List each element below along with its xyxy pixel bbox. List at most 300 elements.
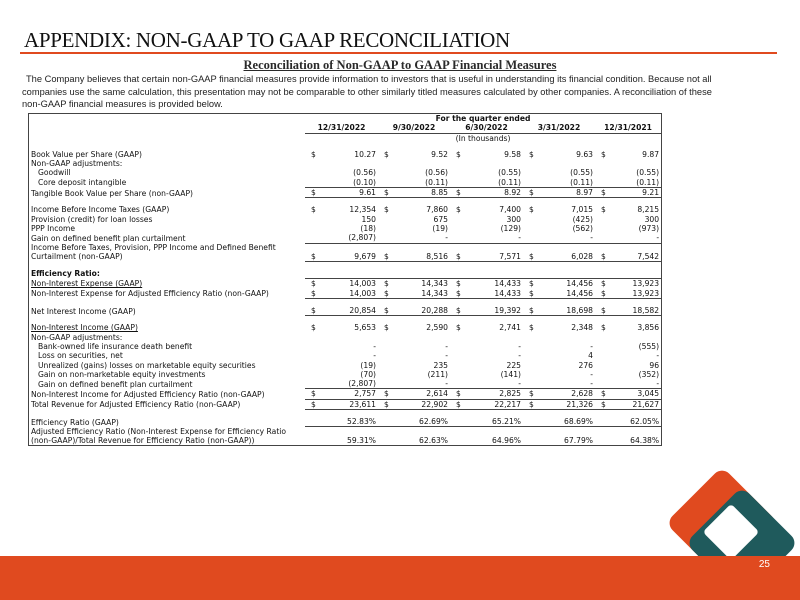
row-label-text: Non-GAAP adjustments: — [31, 332, 123, 342]
row-label — [29, 269, 661, 279]
currency-symbol — [523, 427, 533, 446]
table-cell-value: 8.85 — [388, 188, 450, 198]
currency-symbol: $ — [311, 323, 316, 333]
table-cell-value: 225 — [506, 360, 521, 370]
currency-symbol: $ — [523, 306, 533, 316]
currency-symbol: $ — [456, 323, 461, 333]
row-label — [29, 289, 305, 299]
table-cell-value: (70) — [360, 369, 376, 379]
currency-symbol: $ — [601, 149, 606, 159]
row-label-text: Loss on securities, net — [38, 351, 123, 361]
currency-symbol: $ — [529, 323, 534, 333]
table-cell-value: 300 — [506, 214, 521, 224]
table-cell-value: - — [590, 369, 593, 379]
currency-symbol: $ — [305, 279, 315, 289]
row-label — [29, 389, 305, 399]
table-cell-value: (19) — [360, 360, 376, 370]
table-cell-value: 14,433 — [460, 289, 523, 299]
row-label — [29, 215, 305, 224]
currency-symbol: $ — [378, 279, 388, 289]
table-cell-value: 20,854 — [315, 306, 378, 316]
currency-symbol — [523, 417, 533, 427]
table-row-dates — [29, 123, 661, 133]
currency-symbol — [523, 168, 533, 177]
date-header: 6/30/2022 — [450, 123, 523, 133]
row-label — [29, 188, 305, 198]
currency-symbol — [523, 178, 533, 188]
currency-symbol — [378, 351, 388, 360]
table-cell-value: 18,582 — [605, 306, 661, 316]
currency-symbol: $ — [523, 188, 533, 198]
table-cell-value: 62.05% — [605, 417, 661, 427]
table-row — [29, 159, 661, 168]
table-cell-value: (0.55) — [498, 168, 521, 178]
row-label-text: Efficiency Ratio (GAAP) — [31, 417, 119, 427]
currency-symbol: $ — [384, 149, 389, 159]
currency-symbol: $ — [378, 399, 388, 409]
table-cell-value: 8,516 — [388, 243, 450, 262]
table-row — [29, 215, 661, 224]
currency-symbol — [523, 370, 533, 379]
row-label-text: Non-Interest Income for Adjusted Efficiency Ratio (non-GAAP) — [31, 389, 265, 399]
section-subtitle-text: Reconciliation of Non-GAAP to GAAP Financial Measures — [243, 58, 557, 72]
row-label — [29, 351, 305, 360]
currency-symbol: $ — [523, 279, 533, 289]
table-cell-value: (0.11) — [533, 178, 595, 188]
date-header: 12/31/2021 — [595, 123, 661, 133]
table-cell-value: 9.63 — [576, 149, 593, 159]
row-label-text: PPP Income — [31, 223, 76, 233]
currency-symbol — [523, 233, 533, 243]
currency-symbol — [450, 361, 460, 370]
currency-symbol — [450, 427, 460, 446]
table-cell-value: 14,456 — [533, 279, 595, 289]
currency-symbol: $ — [311, 205, 316, 215]
currency-symbol: $ — [595, 243, 605, 262]
currency-symbol — [595, 178, 605, 188]
row-label — [29, 306, 305, 316]
row-label — [29, 323, 305, 332]
currency-symbol: $ — [450, 389, 460, 399]
currency-symbol: $ — [378, 188, 388, 198]
table-cell-value: 68.69% — [533, 417, 595, 427]
currency-symbol — [523, 215, 533, 224]
row-label — [29, 178, 305, 188]
row-label — [29, 150, 305, 159]
currency-symbol — [305, 427, 315, 446]
period-header: For the quarter ended — [435, 114, 531, 123]
table-row — [29, 188, 661, 198]
currency-symbol — [450, 351, 460, 360]
currency-symbol — [523, 342, 533, 351]
currency-symbol: $ — [523, 243, 533, 262]
currency-symbol: $ — [529, 149, 534, 159]
currency-symbol — [523, 379, 533, 389]
currency-symbol — [595, 379, 605, 389]
row-label-text: Net Interest Income (GAAP) — [31, 306, 136, 316]
table-cell-value: - — [373, 341, 376, 351]
table-cell-value: - — [460, 233, 523, 243]
table-cell-value: 7,542 — [605, 243, 661, 262]
currency-symbol — [378, 168, 388, 177]
table-cell-value: - — [656, 351, 660, 361]
currency-symbol: $ — [450, 289, 460, 299]
currency-symbol — [305, 342, 315, 351]
currency-symbol: $ — [601, 205, 606, 215]
table-cell-value: 20,288 — [388, 306, 450, 316]
table-row — [29, 178, 661, 188]
row-label-text: Gain on defined benefit plan curtailment — [38, 379, 193, 389]
currency-symbol — [595, 224, 605, 233]
currency-symbol: $ — [378, 389, 388, 399]
table-cell-value: 8,215 — [637, 205, 660, 215]
currency-symbol — [450, 342, 460, 351]
table-row — [29, 233, 661, 243]
table-cell-value: (0.11) — [460, 178, 523, 188]
table-row — [29, 243, 661, 262]
currency-symbol: $ — [456, 205, 461, 215]
currency-symbol — [595, 370, 605, 379]
currency-symbol: $ — [450, 188, 460, 198]
currency-symbol: $ — [305, 306, 315, 316]
table-cell-value: 9,679 — [315, 243, 378, 262]
currency-symbol: $ — [305, 389, 315, 399]
date-header: 9/30/2022 — [378, 123, 450, 133]
table-row-units — [29, 133, 661, 143]
currency-symbol — [450, 233, 460, 243]
table-cell-value: 96 — [649, 360, 660, 370]
table-cell-value: - — [373, 351, 376, 361]
title-rule — [20, 52, 777, 54]
table-cell-value: 300 — [644, 214, 660, 224]
row-label-text: Adjusted Efficiency Ratio (Non-Interest Expense for Efficiency Ratio (non-GAAP)/Total Revenue for Efficiency Ratio (non-GAAP)) — [31, 426, 287, 446]
row-label-text: Core deposit intangible — [38, 178, 127, 188]
currency-symbol: $ — [595, 188, 605, 198]
table-row — [29, 279, 661, 289]
table-cell-value: 14,003 — [315, 289, 378, 299]
table-cell-value: - — [533, 233, 595, 243]
table-cell-value: 7,400 — [499, 205, 521, 215]
table-cell-value: - — [605, 233, 661, 243]
row-label-text: Book Value per Share (GAAP) — [31, 149, 142, 159]
currency-symbol — [595, 361, 605, 370]
row-label-text: Non-Interest Expense (GAAP) — [31, 279, 143, 289]
currency-symbol — [305, 417, 315, 427]
row-label — [29, 159, 661, 168]
table-cell-value: 675 — [433, 214, 448, 224]
row-label — [29, 243, 305, 262]
table-cell-value: 65.21% — [460, 417, 523, 427]
table-cell-value: 2,628 — [533, 389, 595, 399]
table-cell-value: (0.10) — [315, 178, 378, 188]
table-row — [29, 351, 661, 360]
row-label — [29, 333, 661, 342]
currency-symbol — [305, 351, 315, 360]
table-cell-value: (2,807) — [315, 233, 378, 243]
table-cell-value: (0.55) — [636, 168, 660, 178]
table-row — [29, 150, 661, 159]
row-label — [29, 417, 305, 427]
table-cell-value: 13,923 — [605, 289, 661, 299]
row-label — [29, 279, 305, 289]
table-row — [29, 224, 661, 233]
table-cell-value: 18,698 — [533, 306, 595, 316]
currency-symbol — [305, 168, 315, 177]
currency-symbol: $ — [305, 399, 315, 409]
currency-symbol: $ — [305, 243, 315, 262]
page-title: APPENDIX: NON-GAAP TO GAAP RECONCILIATION — [24, 28, 510, 52]
row-label — [29, 379, 305, 389]
table-cell-value: 64.96% — [492, 436, 521, 446]
table-cell-value: - — [388, 379, 450, 389]
currency-symbol — [305, 370, 315, 379]
page-number: 25 — [758, 559, 770, 570]
table-cell-value: (0.11) — [388, 178, 450, 188]
currency-symbol — [595, 215, 605, 224]
currency-symbol: $ — [305, 289, 315, 299]
table-cell-value: (562) — [572, 223, 593, 233]
row-label-text: Tangible Book Value per Share (non-GAAP) — [31, 188, 194, 198]
currency-symbol — [305, 178, 315, 188]
table-cell-value: - — [460, 379, 523, 389]
table-cell-value: 10.27 — [354, 149, 376, 159]
table-cell-value: 67.79% — [564, 436, 593, 446]
table-row — [29, 370, 661, 379]
table-cell-value: 8.97 — [533, 188, 595, 198]
currency-symbol: $ — [311, 149, 316, 159]
table-cell-value: 62.69% — [388, 417, 450, 427]
table-cell-value: (555) — [638, 341, 660, 351]
table-row — [29, 333, 661, 342]
table-cell-value: 9.21 — [605, 188, 661, 198]
table-cell-value: 62.63% — [419, 436, 448, 446]
table-cell-value: 22,902 — [388, 399, 450, 409]
currency-symbol — [595, 351, 605, 360]
table-cell-value: 9.87 — [642, 149, 660, 159]
table-row — [29, 323, 661, 332]
table-cell-value: 276 — [578, 360, 593, 370]
table-cell-value: 2,757 — [315, 389, 378, 399]
row-label-text: Non-GAAP adjustments: — [31, 159, 123, 169]
table-cell-value: 150 — [361, 214, 376, 224]
table-cell-value: 9.52 — [431, 149, 448, 159]
table-cell-value: (18) — [360, 223, 376, 233]
currency-symbol — [378, 342, 388, 351]
table-cell-value: 4 — [588, 351, 593, 361]
table-cell-value: - — [445, 341, 448, 351]
row-label-text: Income Before Taxes, Provision, PPP Income and Defined Benefit Curtailment (non-GAAP) — [31, 243, 276, 262]
table-cell-value: (0.11) — [605, 178, 661, 188]
table-cell-value: 19,392 — [460, 306, 523, 316]
table-row — [29, 205, 661, 214]
table-cell-value: 12,354 — [349, 205, 376, 215]
row-label — [29, 399, 305, 409]
table-cell-value: 9.58 — [504, 149, 521, 159]
table-cell-value: 23,611 — [315, 399, 378, 409]
currency-symbol: $ — [456, 149, 461, 159]
table-cell-value: 3,856 — [637, 323, 660, 333]
currency-symbol — [378, 379, 388, 389]
currency-symbol: $ — [384, 205, 389, 215]
currency-symbol — [378, 417, 388, 427]
currency-symbol: $ — [450, 279, 460, 289]
currency-symbol — [378, 427, 388, 446]
currency-symbol: $ — [450, 306, 460, 316]
row-label — [29, 233, 305, 243]
currency-symbol: $ — [595, 279, 605, 289]
reconciliation-table — [28, 113, 662, 446]
row-label-text: Provision (credit) for loan losses — [31, 214, 153, 224]
row-label — [29, 427, 305, 446]
table-cell-value: 7,015 — [571, 205, 593, 215]
table-cell-value: (19) — [432, 223, 448, 233]
row-label-text: Income Before Income Taxes (GAAP) — [31, 205, 170, 215]
table-cell-value: 59.31% — [347, 436, 376, 446]
currency-symbol — [450, 370, 460, 379]
row-label-text: Gain on defined benefit plan curtailment — [31, 233, 186, 243]
footer-bar — [0, 556, 800, 600]
currency-symbol — [450, 417, 460, 427]
table-cell-value: - — [388, 233, 450, 243]
intro-paragraph: The Company believes that certain non-GAAP financial measures provide information to investors that is useful in understanding its financial condition. Because not all companies use the same calculation, this presentation may not be comparable to other similarly titled measures calculated by other companies. A reconciliation of these non-GAAP financial measures is provided below. — [22, 74, 712, 110]
row-label-text: Bank-owned life insurance death benefit — [38, 341, 193, 351]
currency-symbol: $ — [378, 289, 388, 299]
table-row — [29, 361, 661, 370]
row-label-text: Unrealized (gains) losses on marketable equity securities — [38, 360, 256, 370]
table-row — [29, 168, 661, 177]
table-cell-value: 52.83% — [315, 417, 378, 427]
currency-symbol — [305, 224, 315, 233]
table-cell-value: 64.38% — [630, 436, 660, 446]
currency-symbol — [378, 178, 388, 188]
currency-symbol: $ — [595, 389, 605, 399]
row-label-text: Total Revenue for Adjusted Efficiency Ratio (non-GAAP) — [31, 400, 241, 410]
table-row — [29, 306, 661, 316]
table-cell-value: (973) — [638, 223, 660, 233]
date-header: 12/31/2022 — [305, 123, 378, 133]
table-row — [29, 379, 661, 389]
currency-symbol — [450, 379, 460, 389]
row-label — [29, 361, 305, 370]
table-row — [29, 399, 661, 409]
currency-symbol — [378, 361, 388, 370]
currency-symbol: $ — [450, 243, 460, 262]
row-label-text: Efficiency Ratio: — [31, 269, 100, 279]
table-cell-value: (0.56) — [353, 168, 376, 178]
date-header: 3/31/2022 — [523, 123, 595, 133]
row-label — [29, 205, 305, 214]
table-row — [29, 417, 661, 427]
table-cell-value: - — [605, 379, 661, 389]
table-body — [29, 114, 661, 445]
row-label-text: Goodwill — [38, 168, 71, 178]
table-cell-value: - — [518, 341, 521, 351]
currency-symbol — [450, 215, 460, 224]
table-cell-value: (211) — [427, 369, 448, 379]
table-cell-value: 2,825 — [460, 389, 523, 399]
table-cell-value: (2,807) — [315, 379, 378, 389]
currency-symbol — [595, 342, 605, 351]
table-row — [29, 269, 661, 279]
table-cell-value: 2,614 — [388, 389, 450, 399]
currency-symbol: $ — [529, 205, 534, 215]
currency-symbol: $ — [601, 323, 606, 333]
table-cell-value: 14,456 — [533, 289, 595, 299]
table-cell-value: 9.61 — [315, 188, 378, 198]
currency-symbol: $ — [523, 289, 533, 299]
table-cell-value: 235 — [433, 360, 448, 370]
row-label-text: Gain on non-marketable equity investments — [38, 369, 206, 379]
table-cell-value: 3,045 — [605, 389, 661, 399]
table-row — [29, 289, 661, 299]
table-cell-value: (0.55) — [570, 168, 593, 178]
table-cell-value: 13,923 — [605, 279, 661, 289]
table-cell-value: (141) — [500, 369, 521, 379]
currency-symbol — [305, 233, 315, 243]
table-cell-value: 14,003 — [315, 279, 378, 289]
currency-symbol — [450, 178, 460, 188]
table-cell-value: - — [518, 351, 521, 361]
currency-symbol: $ — [595, 289, 605, 299]
currency-symbol: $ — [595, 399, 605, 409]
table-cell-value: 7,860 — [426, 205, 448, 215]
table-row — [29, 389, 661, 399]
row-label-text: Non-Interest Expense for Adjusted Efficiency Ratio (non-GAAP) — [31, 289, 269, 299]
table-cell-value: (352) — [638, 369, 660, 379]
table-cell-value: 21,627 — [605, 399, 661, 409]
currency-symbol — [595, 427, 605, 446]
table-cell-value: (0.56) — [425, 168, 448, 178]
row-label-text: Non-Interest Income (GAAP) — [31, 323, 138, 333]
currency-symbol — [305, 361, 315, 370]
table-row-period-header — [29, 114, 661, 123]
table-cell-value: (129) — [500, 223, 521, 233]
currency-symbol — [378, 215, 388, 224]
currency-symbol — [305, 215, 315, 224]
currency-symbol: $ — [378, 243, 388, 262]
table-cell-value: 14,343 — [388, 289, 450, 299]
table-cell-value: 2,590 — [426, 323, 448, 333]
table-cell-value: 14,433 — [460, 279, 523, 289]
currency-symbol: $ — [305, 188, 315, 198]
table-cell-value: 21,326 — [533, 399, 595, 409]
row-label — [29, 224, 305, 233]
table-cell-value: 2,348 — [571, 323, 593, 333]
currency-symbol — [523, 351, 533, 360]
table-row — [29, 427, 661, 446]
currency-symbol: $ — [523, 389, 533, 399]
currency-symbol — [450, 168, 460, 177]
table-row — [29, 342, 661, 351]
table-cell-value: 5,653 — [354, 323, 376, 333]
currency-symbol — [450, 224, 460, 233]
table-cell-value: 8.92 — [460, 188, 523, 198]
currency-symbol — [523, 361, 533, 370]
row-label — [29, 370, 305, 379]
table-cell-value: 6,028 — [533, 243, 595, 262]
currency-symbol — [523, 224, 533, 233]
currency-symbol: $ — [378, 306, 388, 316]
units-label: (In thousands) — [455, 133, 511, 143]
currency-symbol — [378, 370, 388, 379]
section-subtitle — [0, 58, 800, 73]
currency-symbol: $ — [450, 399, 460, 409]
table-cell-value: - — [590, 341, 593, 351]
currency-symbol — [378, 233, 388, 243]
table-cell-value: - — [445, 351, 448, 361]
currency-symbol — [595, 417, 605, 427]
currency-symbol: $ — [595, 306, 605, 316]
